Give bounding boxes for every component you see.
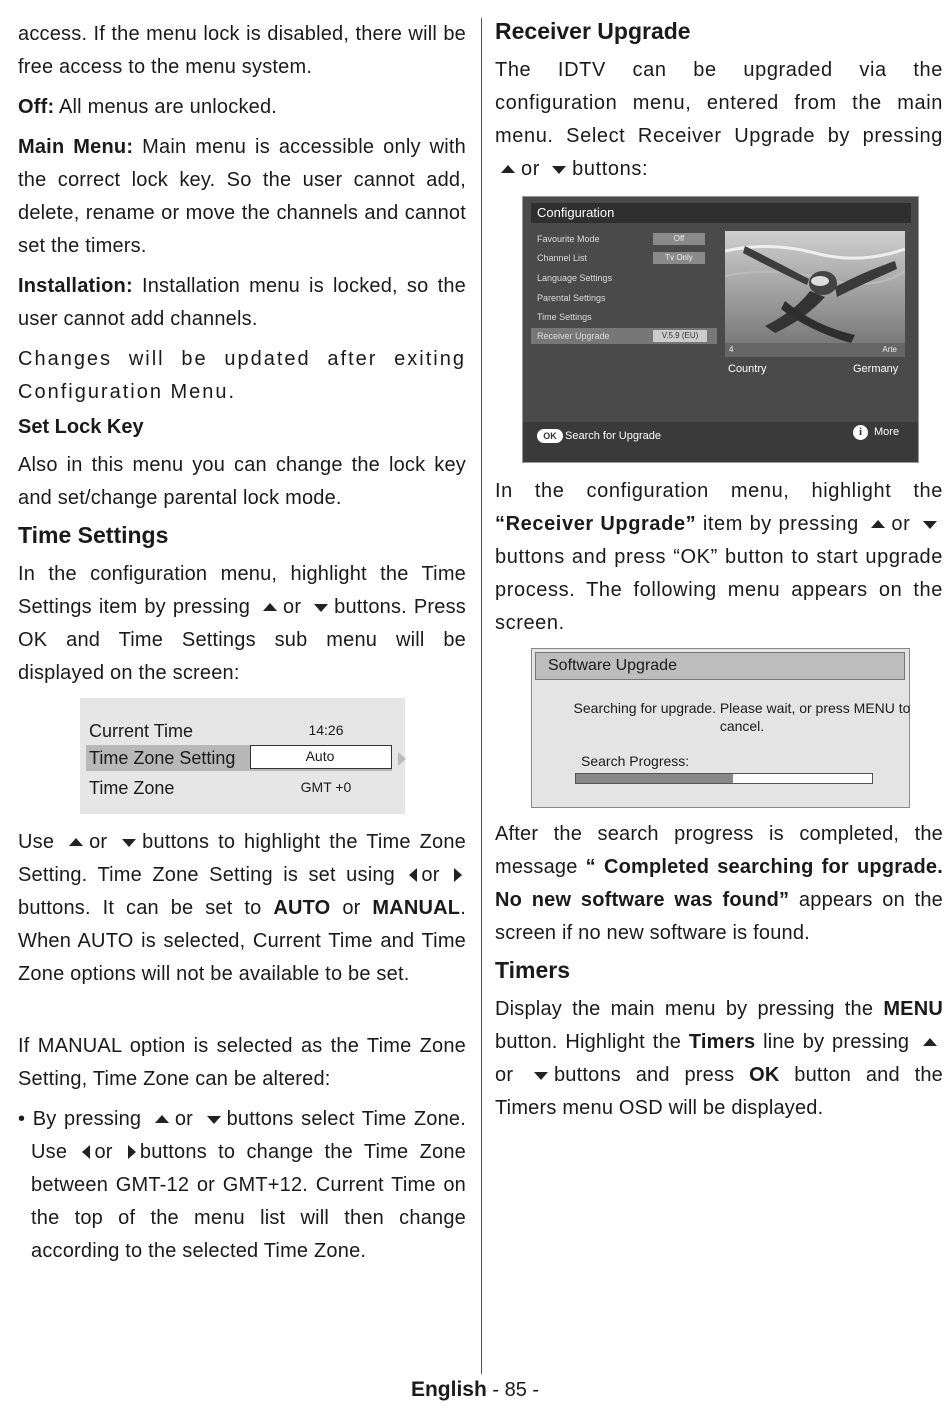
more-hint: More bbox=[874, 426, 900, 438]
search-progress-fill bbox=[576, 774, 733, 783]
software-upgrade-screen bbox=[531, 648, 910, 808]
preview-photo bbox=[725, 231, 905, 343]
paragraph-highlight-upgrade: In the configuration menu, highlight the “Receiver Upgrade” item by pressing or buttons and press “OK” button to start upgrade process. The following menu appears on the screen. bbox=[495, 480, 943, 634]
heading-set-lock-key: Set Lock Key bbox=[18, 416, 144, 438]
down-arrow-icon bbox=[923, 521, 937, 529]
search-for-upgrade-hint: Search for Upgrade bbox=[565, 430, 661, 442]
software-upgrade-title: Software Upgrade bbox=[535, 652, 905, 680]
searching-message: Searching for upgrade. Please wait, or press MENU to cancel. bbox=[573, 700, 911, 734]
right-arrow-icon bbox=[128, 1145, 136, 1159]
search-progress-bar bbox=[575, 773, 873, 784]
info-icon: i bbox=[853, 425, 868, 440]
ok-button-icon: OK bbox=[537, 429, 563, 443]
paragraph-after-search: After the search progress is completed, the message “ Completed searching for upgrade. No new software was found” appears on the screen if no new software is found. bbox=[495, 823, 944, 944]
heading-timers: Timers bbox=[495, 957, 571, 983]
page-footer bbox=[0, 1378, 950, 1402]
menu-row-time-zone[interactable]: Time Zone GMT +0 bbox=[89, 778, 352, 798]
up-arrow-icon bbox=[871, 520, 885, 528]
paragraph-use-buttons: Use or buttons to highlight the Time Zone Setting. Time Zone Setting is set using or buttons. It can be set to AUTO or MANUAL. When AUTO is selected, Current Time and Time Zone options will not be available to be set. bbox=[18, 831, 466, 985]
up-arrow-icon bbox=[923, 1038, 937, 1046]
paragraph-timers: Display the main menu by pressing the MENU button. Highlight the Timers line by pressing or buttons and press OK button and the Timers menu OSD will be displayed. bbox=[495, 998, 943, 1119]
paragraph-installation: Installation: Installation menu is locked, so the user cannot add channels. bbox=[18, 275, 466, 330]
paragraph-off: Off: All menus are unlocked. bbox=[18, 96, 278, 118]
config-title: Configuration bbox=[531, 203, 911, 223]
left-arrow-icon bbox=[82, 1145, 90, 1159]
menu-row-time-zone-setting[interactable]: Time Zone Setting Auto bbox=[86, 745, 392, 771]
up-arrow-icon bbox=[69, 838, 83, 846]
down-arrow-icon bbox=[122, 839, 136, 847]
country-label: Country bbox=[728, 363, 767, 375]
column-divider bbox=[481, 18, 482, 1374]
paragraph-changes: Changes will be updated after exiting Configuration Menu. bbox=[18, 348, 466, 403]
up-arrow-icon bbox=[501, 165, 515, 173]
up-arrow-icon bbox=[263, 603, 277, 611]
channel-info-bar: 4 Arte bbox=[725, 343, 905, 357]
paragraph-menu-lock: access. If the menu lock is disabled, there will be free access to the menu system. bbox=[18, 23, 466, 78]
heading-time-settings: Time Settings bbox=[18, 522, 169, 548]
paragraph-set-lock: Also in this menu you can change the lock key and set/change parental lock mode. bbox=[18, 454, 466, 509]
down-arrow-icon bbox=[552, 166, 566, 174]
page-number: - 85 - bbox=[486, 1379, 540, 1401]
right-arrow-icon bbox=[398, 752, 406, 766]
search-progress-label: Search Progress: bbox=[581, 753, 690, 769]
footer-language: English bbox=[410, 1378, 487, 1401]
config-item-channel-list[interactable]: Channel List Tv Only bbox=[531, 250, 717, 266]
down-arrow-icon bbox=[207, 1116, 221, 1124]
config-item-parental-settings[interactable]: Parental Settings bbox=[537, 293, 606, 303]
up-arrow-icon bbox=[155, 1115, 169, 1123]
down-arrow-icon bbox=[314, 604, 328, 612]
paragraph-manual: If MANUAL option is selected as the Time Zone Setting, Time Zone can be altered: bbox=[18, 1035, 466, 1090]
paragraph-main-menu: Main Menu: Main menu is accessible only with the correct lock key. So the user cannot add, delete, rename or move the channels and cannot set the timers. bbox=[18, 136, 466, 257]
paragraph-receiver-upgrade: The IDTV can be upgraded via the configuration menu, entered from the main menu. Select Receiver Upgrade by pressing or buttons: bbox=[495, 59, 943, 180]
configuration-screen bbox=[522, 196, 919, 463]
config-item-time-settings[interactable]: Time Settings bbox=[537, 312, 592, 322]
down-arrow-icon bbox=[534, 1072, 548, 1080]
config-item-favourite-mode[interactable]: Favourite Mode Off bbox=[531, 231, 717, 247]
config-item-receiver-upgrade[interactable]: Receiver Upgrade V.5.9 (EU) bbox=[531, 328, 717, 344]
time-settings-menu bbox=[80, 698, 405, 814]
menu-row-current-time[interactable]: Current Time 14:26 bbox=[89, 721, 344, 741]
left-arrow-icon bbox=[409, 868, 417, 882]
country-value: Germany bbox=[853, 363, 899, 375]
right-arrow-icon bbox=[454, 868, 462, 882]
config-item-language-settings[interactable]: Language Settings bbox=[537, 273, 613, 283]
paragraph-time-settings: In the configuration menu, highlight the Time Settings item by pressing or buttons. Press OK and Time Settings sub menu will be displayed on the screen: bbox=[18, 563, 466, 684]
bullet-time-zone: • By pressing or buttons select Time Zone. Use or buttons to change the Time Zone between GMT-12 or GMT+12. Current Time on the top of the menu list will then change according to the selected Time Zone. bbox=[18, 1108, 466, 1262]
heading-receiver-upgrade: Receiver Upgrade bbox=[495, 18, 691, 44]
swimmer-preview-image bbox=[725, 231, 905, 343]
